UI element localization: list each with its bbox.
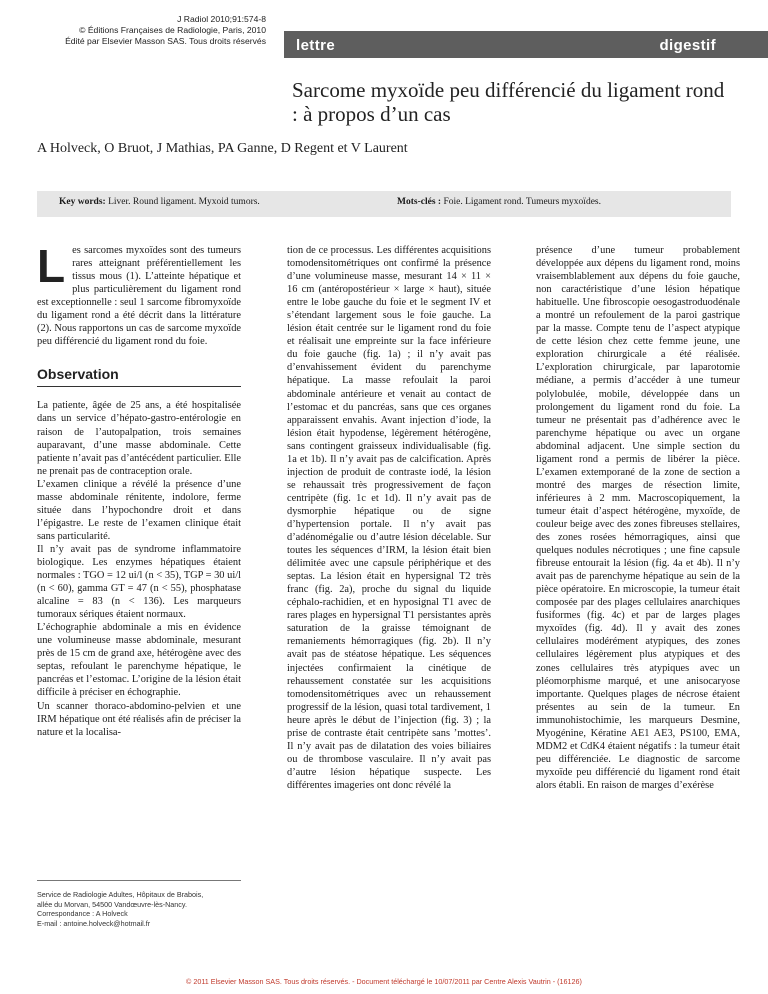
body-paragraph: présence d’une tumeur probablement développée aux dépens du ligament rond, moins vraisemblablement aux dépens du foie gauche, non caractéristique d’une lésion hépatique habituelle. Une fibroscopie oesogastroduodénale a montré un refoulement de la paroi gastrique par la masse. Compte tenu de l’aspect atypique de cette lésion chez cette femme jeune, une exploration chirurgicale a été réalisée. L’exploration chirurgicale, par laparotomie médiane, a permis d’accéder à une tumeur polylobulée, mobile, développée dans un prolongement du ligament rond du foie. La tumeur ne présentait pas d’adhérence avec le parenchyme hépatique ou avec un organe abdominal adjacent. Une simple section du ligament rond a permis de libérer la pièce. L’examen extemporané de la zone de section a montré des marges de résection limite, inférieures à 2 mm. Macroscopiquement, la tumeur était d’aspect hétérogène, myxoïde, de couleur beige avec des zones fibreuses stellaires, des zones rosées hémorragiques, ainsi que quelques nodules nécrotiques ; une fine capsule fibreuse entourait la lésion (fig. 4a et 4b). Il n’y avait pas de parenchyme hépatique au sein de la pièce opératoire. En microscopie, la tumeur était composée par des plages cellulaires anarchiques fusiformes (fig. 4c) et par de larges plages myxoïdes (fig. 4d). Il y avait des zones cellulaires modérément atypiques, des zones cellulaires légèrement plus atypiques et des zones cellulaires très atypiques avec un pléomorphisme marqué, et une anisocaryose importante. Quelques plages de nécrose étaient présentes au sein de la tumeur. En immunohistochimie, les marqueurs Desmine, Myogénine, Kératine AE1 AE3, PS100, EMA, MDM2 et CdK4 étaient négatifs : la tumeur était peu différenciée. Le diagnostic de sarcome myxoïde peu différencié du ligament rond était alors établi. En raison de marges d’exérèse	[536, 245, 740, 791]
rubric-header-bar	[284, 31, 768, 58]
intro-text: es sarcomes myxoïdes sont des tumeurs rares atteignant préférentiellement les tissus mous (1). L’atteinte hépatique et plus particulièrement du ligament rond est exceptionnelle : seul 1 sarcome fibromyxoïde du ligament rond a été décrit dans la littérature (2). Nous rapportons un cas de sarcome myxoïde peu différencié du ligament rond du foie.	[37, 245, 241, 348]
text-column-3	[536, 244, 740, 792]
text-column-2	[287, 244, 491, 792]
drop-cap: L	[37, 240, 66, 292]
keywords-english-text: Liver. Round ligament. Myxoid tumors.	[108, 197, 260, 207]
rubric-label: lettre	[296, 37, 336, 54]
body-paragraph: La patiente, âgée de 25 ans, a été hospitalisée dans un service d’hépato-gastro-entérologie en raison de l’autopalpation, trois semaines auparavant, d’une masse abdominale. Cette patiente n’avait pas d’antécédent particulier. Elle ne prenait pas de contraception orale.	[37, 400, 241, 477]
affiliation-line: E-mail : antoine.holveck@hotmail.fr	[37, 918, 151, 928]
keywords-french-label: Mots-clés :	[397, 197, 442, 207]
section-heading-observation: Observation	[37, 366, 119, 383]
body-paragraph: L’échographie abdominale a mis en évidence une volumineuse masse abdominale, mesurant près de 15 cm de grand axe, hétérogène avec des septas, refoulant le parenchyme hépatique, le pancréas et l’estomac. L’origine de la lésion était difficile à préciser en échographie.	[37, 622, 241, 699]
affiliation-line: allée du Morvan, 54500 Vandœuvre-lès-Nancy.	[37, 899, 187, 909]
article-title: Sarcome myxoïde peu différencié du ligament rond : à propos d’un cas	[292, 78, 725, 126]
keywords-english	[59, 197, 260, 207]
body-paragraph: L’examen clinique a révélé la présence d’une masse abdominale rénitente, indolore, ferme située dans l’hypochondre droit et dans l’épigastre. Le reste de l’examen clinique était sans particularité.	[37, 478, 241, 542]
author-affiliation	[37, 880, 241, 928]
keywords-box	[37, 191, 731, 217]
body-paragraph: tion de ce processus. Les différentes acquisitions tomodensitométriques ont confirmé la présence d’une volumineuse masse, mesurant 14 × 11 × 16 cm (antéropostérieur × large × haut), située entre le lobe gauche du foie et le segment IV et s’étendant largement sous le foie gauche. La lésion était centrée sur le ligament rond du foie et réalisait une empreinte sur la face inférieure du foie gauche (fig. 1a) ; il n’y avait pas d’envahissement évident du parenchyme hépatique. La masse refoulait la paroi abdominale antérieure et venait au contact de l’estomac et du pancréas, sans que ces organes apparaissent envahis. Avant injection d’iode, la lésion était hypodense, légèrement hétérogène, sans contingent graisseux individualisable (fig. 1a et 1b). Il n’y avait pas de calcification. Après injection de produit de contraste iodé, la lésion se rehaussait très progressivement de façon centripète (fig. 1c et 1d). Il n’y avait pas de dysmorphie hépatique ou de signe d’hypertension portale. Il n’y avait pas d’adénomégalie ou d’autre lésion décelable. Sur toutes les séquences d’IRM, la lésion était bien délimitée avec une capsule périphérique et des septas. La lésion était en hypersignal T2 très franc (fig. 2a), proche du signal du liquide céphalo-rachidien, et en hyposignal T1 avec de rares plages en hypersignal T1 persistantes après saturation de la graisse témoignant de remaniements hémorragiques (fig. 2b). Il n’y avait pas de stéatose hépatique. Les séquences injectées confirmaient la cinétique de rehaussement constatée sur les acquisitions tomodensitométriques avec un rehaussement progressif de la lésion, quasi total tardivement, 1 heure après le début de l’injection (fig. 3) ; la prise de contraste était centripète sans ’mottes’. Il n’y avait pas de dilatation des voies biliaires ou de thrombose vasculaire. Il n’y avait pas d’autre lésion hépatique suspecte. Les différentes imageries ont donc révélé la	[287, 245, 491, 791]
keywords-french	[397, 197, 601, 207]
section-divider	[37, 386, 241, 387]
citation-publisher: Édité par Elsevier Masson SAS. Tous droits réservés	[65, 36, 266, 46]
citation-copyright: © Éditions Françaises de Radiologie, Paris, 2010	[79, 25, 266, 35]
body-paragraph: Un scanner thoraco-abdomino-pelvien et une IRM hépatique ont été réalisés afin de préciser la nature et la localisa-	[37, 700, 241, 738]
keywords-french-text: Foie. Ligament rond. Tumeurs myxoïdes.	[443, 197, 601, 207]
text-column-1	[37, 240, 241, 739]
article-authors: A Holveck, O Bruot, J Mathias, PA Ganne, D Regent et V Laurent	[37, 141, 408, 156]
affiliation-line: Service de Radiologie Adultes, Hôpitaux de Brabois,	[37, 890, 204, 899]
download-footer: © 2011 Elsevier Masson SAS. Tous droits réservés. - Document téléchargé le 10/07/2011 par Centre Alexis Vautrin - (16126)	[186, 977, 582, 986]
intro-paragraph	[37, 240, 241, 348]
section-label: digestif	[659, 37, 716, 54]
keywords-english-label: Key words:	[59, 197, 106, 207]
citation-journal: J Radiol 2010;91:574-8	[177, 14, 266, 24]
body-paragraph: Il n’y avait pas de syndrome inflammatoire biologique. Les enzymes hépatiques étaient normales : TGO = 12 ui/l (n < 35), TGP = 30 ui/l (n < 60), gamma GT = 47 (n < 55), phosphatase alcaline = 83 (n < 136). Les marqueurs tumoraux sériques étaient normaux.	[37, 543, 241, 621]
journal-citation	[0, 14, 266, 47]
affiliation-line: Correspondance : A Holveck	[37, 909, 128, 919]
